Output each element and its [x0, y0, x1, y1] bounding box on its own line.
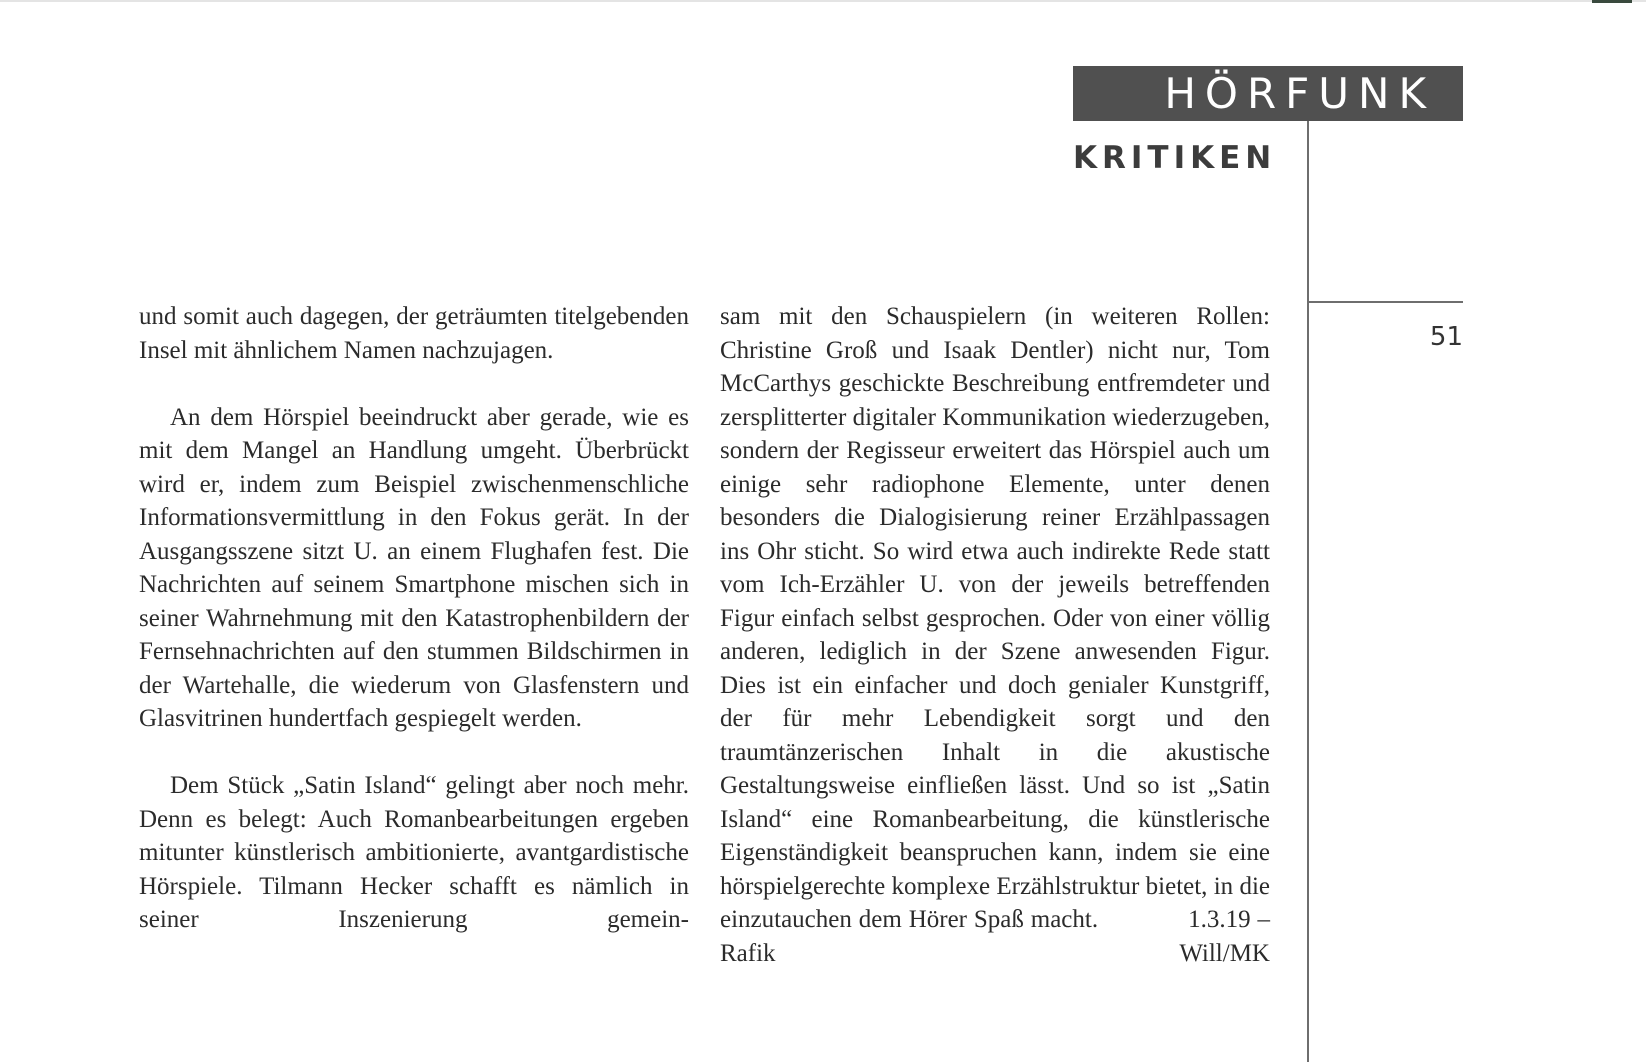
paragraph: und somit auch dagegen, der geträumten titelgebenden Insel mit ähnlichem Namen nachzujagen.	[139, 303, 689, 364]
article-column-left	[139, 300, 689, 937]
paragraph	[720, 300, 1270, 970]
section-heading: HÖRFUNK	[1073, 66, 1463, 121]
paragraph: Dem Stück „Satin Island“ gelingt aber noch mehr. Denn es belegt: Auch Romanbearbeitungen ergeben mitunter künstlerisch ambitionierte, avantgardistische Hörspiele. Tilmann Hecker schafft es nämlich in seiner Inszenierung gemein-	[139, 772, 689, 933]
article-column-right	[720, 300, 1270, 970]
top-edge-rule	[0, 0, 1646, 2]
author-signature: 1.3.19 – Rafik Will/MK	[720, 906, 1270, 967]
paragraph-text: sam mit den Schauspielern (in weiteren Rollen: Christine Groß und Isaak Dentler) nicht nur, Tom McCarthys geschickte Beschreibung entfremdeter und zersplitterter digitaler Kommunikation wiederzugeben, sondern der Regisseur erweitert das Hörspiel auch um einige sehr radiophone Elemente, unter denen besonders die Dialogisierung reiner Erzählpassagen ins Ohr sticht. So wird etwa auch indirekte Rede statt vom Ich-Erzähler U. von der jeweils betreffenden Figur einfach selbst gesprochen. Oder von einer völlig anderen, lediglich in der Szene anwesenden Figur. Dies ist ein einfacher und doch genialer Kunstgriff, der für mehr Lebendigkeit sorgt und den traumtänzerischen Inhalt in die akustische Gestaltungsweise einfließen lässt. Und so ist „Satin Island“ eine Romanbearbeitung, die künstlerische Eigenständigkeit beanspruchen kann, indem sie eine hörspielgerechte komplexe Erzählstruktur bietet, in die einzutauchen dem Hörer Spaß macht.	[720, 303, 1270, 933]
corner-mark	[1592, 0, 1632, 3]
margin-horizontal-rule	[1307, 301, 1463, 303]
page-number: 51	[1429, 322, 1463, 352]
margin-vertical-rule	[1307, 121, 1309, 1062]
paragraph: An dem Hörspiel beeindruckt aber gerade, wie es mit dem Mangel an Handlung umgeht. Überbrückt wird er, indem zum Beispiel zwischenmenschliche Informationsvermittlung in den Fokus gerät. In der Ausgangsszene sitzt U. an einem Flughafen fest. Die Nachrichten auf seinem Smartphone mischen sich in seiner Wahrnehmung mit den Katastrophenbildern der Fernsehnachrichten auf den stummen Bildschirmen in der Wartehalle, die wiederum von Glasfenstern und Glasvitrinen hundertfach gespiegelt werden.	[139, 403, 689, 732]
subsection-heading: KRITIKEN	[1073, 140, 1277, 176]
